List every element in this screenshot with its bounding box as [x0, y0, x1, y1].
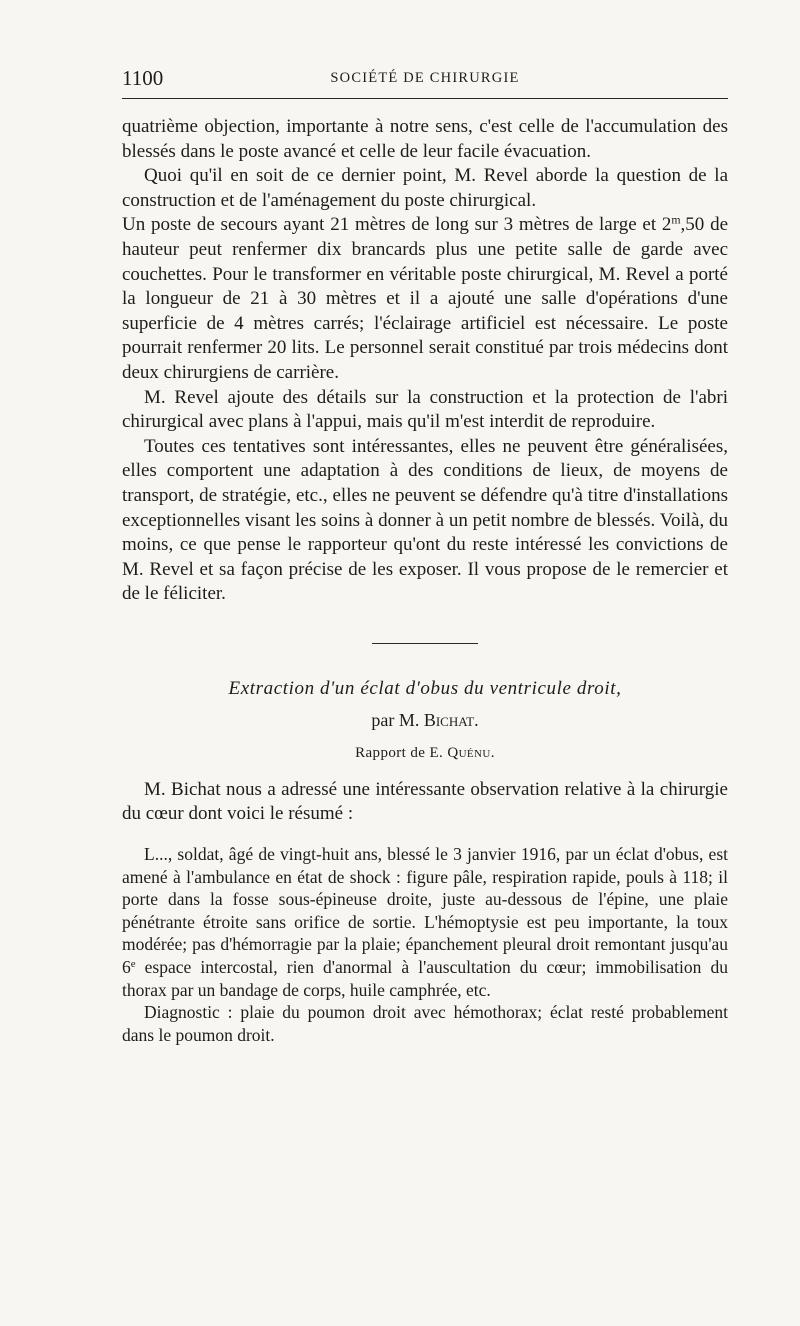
report-line — [122, 745, 728, 762]
observation-text-b: espace intercostal, rien d'anormal à l'auscultation du cœur; immobilisation du thorax par un bandage de corps, huile camphrée, etc. — [122, 957, 728, 1000]
paragraph-observation — [122, 843, 728, 1001]
poste-secours-text-b: ,50 de hauteur peut renfermer dix brancards plus une petite salle de garde avec couchettes. Pour le transformer en véritable poste chirurgical, M. Revel a porté la longueur de 21 à 30 mètres et il a ajouté une salle d'opérations d'une superficie de 4 mètres carrés; l'éclairage artificiel est nécessaire. Le poste pourrait renfermer 20 lits. Le personnel serait constitué par trois médecins dont deux chirurgiens de carrière. — [122, 214, 728, 383]
poste-secours-text-a: Un poste de secours ayant 21 mètres de long sur 3 mètres de large et 2 — [122, 214, 672, 236]
author-prefix: par M. — [371, 709, 424, 730]
paragraph-abri: M. Revel ajoute des détails sur la construction et la protection de l'abri chirurgical avec plans à l'appui, mais qu'il m'est interdit de reproduire. — [122, 386, 728, 433]
author-name: Bichat. — [423, 709, 479, 730]
observation-text-a: L..., soldat, âgé de vingt-huit ans, blessé le 3 janvier 1916, par un éclat d'obus, est amené à l'ambulance en état de shock : figure pâle, respiration rapide, pouls à 118; il porte dans la fosse sous-épineuse droite, juste au-dessous de l'épine, une plaie pénétrante étroite sans orifice de sortie. L'hémoptysie est peu importante, la toux modérée; pas d'hémorragie par la plaie; épanchement pleural droit remontant jusqu'au 6 — [122, 844, 728, 978]
paragraph-tentatives: Toutes ces tentatives sont intéressantes, elles ne peuvent être généralisées, elles comportent une adaptation à des conditions de lieux, de moyens de transport, de stratégie, etc., elles ne peuvent se défendre qu'à titre d'installations exceptionnelles visant les soins à donner à un petit nombre de blessés. Voilà, du moins, ce que pense le rapporteur qu'ont du reste intéressé les convictions de M. Revel et sa façon précise de les exposer. Il vous propose de le remercier et de le féliciter. — [122, 435, 728, 605]
paragraph-intro: M. Bichat nous a adressé une intéressante observation relative à la chirurgie du cœur dont voici le résumé : — [122, 778, 728, 825]
header-rule — [122, 98, 728, 99]
article-author — [122, 710, 728, 731]
paragraph-diagnostic: Diagnostic : plaie du poumon droit avec hémothorax; éclat resté probablement dans le poumon droit. — [122, 1002, 728, 1045]
paragraph-construction: Quoi qu'il en soit de ce dernier point, M. Revel aborde la question de la construction et de l'aménagement du poste chirurgical. — [122, 165, 728, 211]
paragraph-poste-secours — [122, 213, 728, 385]
ordinal-superscript: e — [130, 958, 136, 971]
meter-superscript: m — [671, 213, 681, 227]
running-title: SOCIÉTÉ DE CHIRURGIE — [330, 70, 520, 86]
page — [122, 64, 728, 1046]
article-title: Extraction d'un éclat d'obus du ventricule droit, — [228, 677, 622, 699]
paragraph-objection: quatrième objection, importante à notre sens, c'est celle de l'accumulation des blessés dans le poste avancé et celle de leur facile évacuation. — [122, 116, 728, 162]
report-prefix: Rapport de E. — [355, 744, 448, 761]
running-head — [122, 64, 728, 98]
page-number: 1100 — [122, 66, 164, 90]
reporter-name: Quénu. — [447, 744, 495, 761]
section-separator — [372, 643, 478, 644]
